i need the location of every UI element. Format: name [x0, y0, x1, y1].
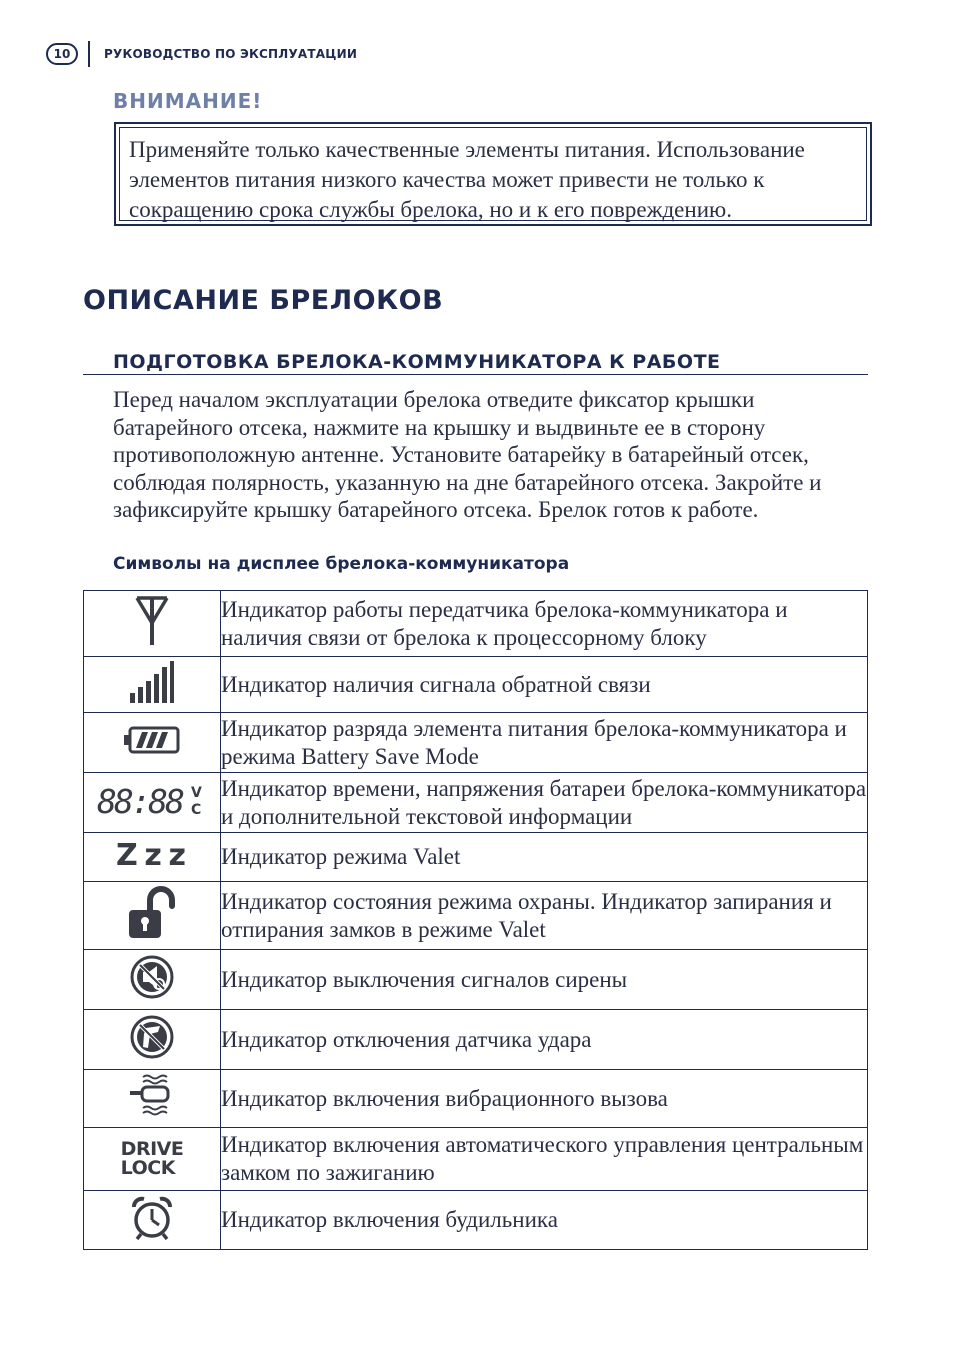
icon-cell [84, 1010, 221, 1070]
icon-cell [84, 1128, 221, 1191]
section-title: ОПИСАНИЕ БРЕЛОКОВ [83, 285, 444, 316]
table-row [84, 1010, 868, 1070]
symbol-description: Индикатор наличия сигнала обратной связи [221, 657, 868, 713]
drive-lock-label [121, 1140, 184, 1178]
shock-sensor-off-icon [129, 1014, 175, 1060]
table-row [84, 833, 868, 882]
icon-cell [84, 950, 221, 1010]
battery-icon [124, 726, 180, 754]
page-number: 10 [46, 43, 78, 65]
signal-bars-icon [129, 661, 175, 703]
icon-cell [84, 657, 221, 713]
table-row [84, 773, 868, 833]
symbols-title: Символы на дисплее брелока-коммуникатора [113, 554, 570, 574]
icon-cell [84, 773, 221, 833]
symbol-description: Индикатор включения будильника [221, 1191, 868, 1250]
icon-cell [84, 591, 221, 657]
table-row [84, 713, 868, 773]
warning-title: ВНИМАНИЕ! [113, 89, 263, 113]
table-row [84, 1191, 868, 1250]
symbol-description: Индикатор работы передатчика брелока-коммуникатора и наличия связи от брелока к процессорному блоку [221, 591, 868, 657]
icon-cell [84, 713, 221, 773]
display-unit-v: V [191, 785, 202, 801]
symbol-description: Индикатор состояния режима охраны. Индикатор запирания и отпирания замков в режиме Valet [221, 882, 868, 950]
valet-zzz-icon [116, 838, 188, 872]
symbol-description: Индикатор отключения датчика удара [221, 1010, 868, 1070]
warning-box [114, 122, 872, 226]
display-unit-c: C [191, 802, 202, 818]
symbol-description: Индикатор разряда элемента питания брелока-коммуникатора и режима Battery Save Mode [221, 713, 868, 773]
valet-zzz-text: Zzz [116, 837, 186, 872]
alarm-clock-icon [130, 1195, 174, 1241]
subsection-title: ПОДГОТОВКА БРЕЛОКА-КОММУНИКАТОРА К РАБОТЕ [113, 351, 721, 373]
table-row [84, 591, 868, 657]
drive-lock-icon [121, 1140, 184, 1178]
symbol-description: Индикатор выключения сигналов сирены [221, 950, 868, 1010]
icon-cell [84, 833, 221, 882]
page-header [46, 40, 357, 68]
symbol-description: Индикатор режима Valet [221, 833, 868, 882]
lock-label: LOCK [120, 1157, 175, 1179]
warning-text: Применяйте только качественные элементы питания. Использование элементов питания низкого качества может привести не только к сокращению срока службы брелока, но и к его повреждению. [119, 127, 867, 221]
preparation-paragraph: Перед началом эксплуатации брелока отведите фиксатор крышки батарейного отсека, нажмите на крышку и выдвиньте ее в сторону противоположную антенне. Установите батарейку в батарейный отсек, соблюдая полярность, указанную на дне батарейного отсека. Закройте и зафиксируйте крышку батарейного отсека. Брелок готов к работе. [113, 387, 822, 522]
icon-cell [84, 1191, 221, 1250]
drive-label: DRIVE [120, 1138, 184, 1160]
icon-cell [84, 882, 221, 950]
display-digits: 88:88 [97, 782, 185, 818]
table-row [84, 657, 868, 713]
icon-cell [84, 1070, 221, 1128]
header-title: РУКОВОДСТВО ПО ЭКСПЛУАТАЦИИ [104, 47, 358, 61]
table-row [84, 1128, 868, 1191]
digital-display-icon [97, 782, 207, 818]
symbol-description: Индикатор включения вибрационного вызова [221, 1070, 868, 1128]
symbol-description: Индикатор включения автоматического управления центральным замком по зажиганию [221, 1128, 868, 1191]
table-row [84, 950, 868, 1010]
vibration-icon [127, 1073, 177, 1119]
subsection-rule [83, 374, 868, 375]
symbol-description: Индикатор времени, напряжения батареи брелока-коммуникатора и дополнительной текстовой информации [221, 773, 868, 833]
padlock-open-icon [128, 886, 176, 940]
siren-off-icon [129, 954, 175, 1000]
antenna-icon [135, 595, 169, 647]
table-row [84, 882, 868, 950]
table-row [84, 1070, 868, 1128]
header-divider [88, 41, 90, 67]
symbols-table [83, 590, 868, 1250]
